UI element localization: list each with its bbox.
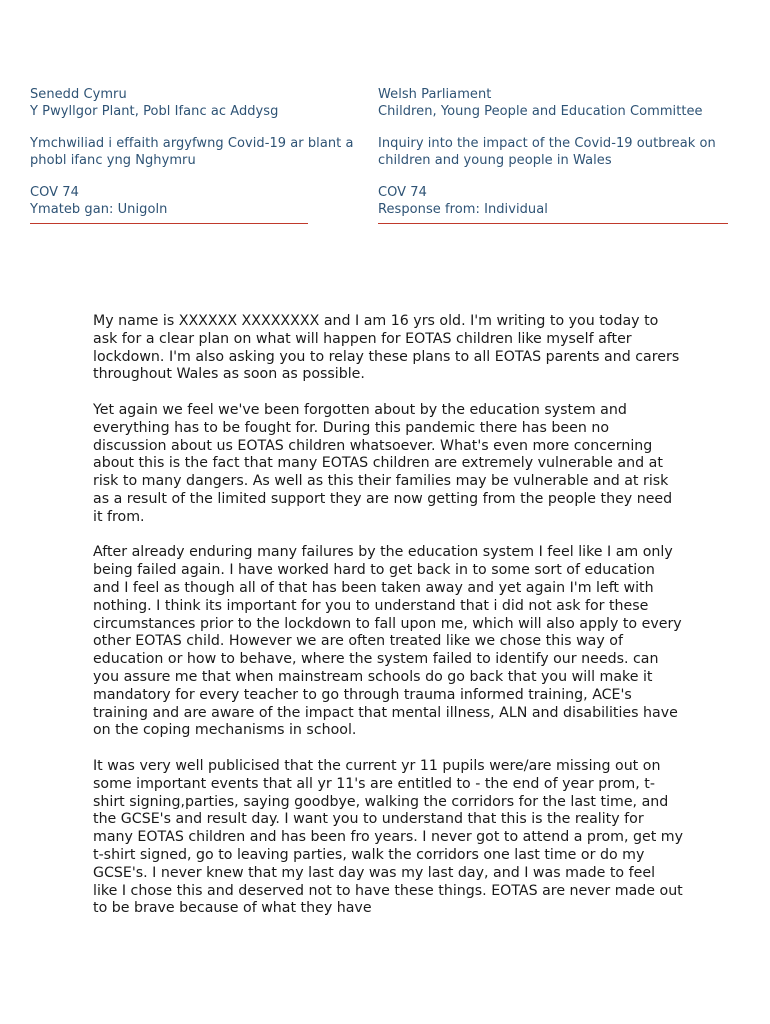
english-ref: COV 74 bbox=[378, 185, 427, 200]
welsh-ref: COV 74 bbox=[30, 185, 79, 200]
welsh-committee-name: Y Pwyllgor Plant, Pobl Ifanc ac Addysg bbox=[30, 103, 279, 119]
welsh-response-from: Ymateb gan: Unigoln bbox=[30, 201, 168, 217]
welsh-inquiry-title: Ymchwiliad i effaith argyfwng Covid-19 ar blant a phobl ifanc yng Nghymru bbox=[30, 136, 354, 168]
welsh-org-block bbox=[30, 87, 375, 120]
english-ref-block bbox=[378, 185, 758, 224]
english-inquiry-title: Inquiry into the impact of the Covid-19 outbreak on children and young people in Wales bbox=[378, 136, 716, 168]
english-committee-name: Children, Young People and Education Committee bbox=[378, 103, 703, 119]
english-divider-rule bbox=[378, 223, 728, 224]
letter-paragraph-4: It was very well publicised that the current yr 11 pupils were/are missing out on some important events that all yr 11's are entitled to - the end of year prom, t-shirt signing,parties, saying goodbye, walking the corridors for the last time, and the GCSE's and result day. I want you to understand that this is the reality for many EOTAS children and has been fro years. I never got to attend a prom, get my t-shirt signed, go to leaving parties, walk the corridors one last time or do my GCSE's. I never knew that my last day was my last day, and I was made to feel like I chose this and deserved not to have these things. EOTAS are never made out to be brave because of what they have bbox=[93, 757, 684, 917]
welsh-divider-rule bbox=[30, 223, 308, 224]
letter-paragraph-1: My name is XXXXXX XXXXXXXX and I am 16 yrs old. I'm writing to you today to ask for a clear plan on what will happen for EOTAS children like myself after lockdown. I'm also asking you to relay these plans to all EOTAS parents and carers throughout Wales as soon as possible. bbox=[93, 313, 680, 383]
english-response-from: Response from: Individual bbox=[378, 201, 548, 217]
header-english bbox=[378, 87, 758, 240]
header-welsh bbox=[30, 87, 375, 240]
english-inquiry-block bbox=[378, 136, 758, 169]
welsh-ref-block bbox=[30, 185, 375, 224]
welsh-org-name: Senedd Cymru bbox=[30, 87, 127, 102]
letter-paragraph-3: After already enduring many failures by the education system I feel like I am only being failed again. I have worked hard to get back in to some sort of education and I feel as though all of that has been taken away and yet again I'm left with nothing. I think its important for you to understand that i did not ask for these circumstances prior to the lockdown to fall upon me, which will also apply to every other EOTAS child. However we are often treated like we chose this way of education or how to behave, where the system failed to identify our needs. can you assure me that when mainstream schools do go back that you will make it mandatory for every teacher to go through trauma informed training, ACE's training and are aware of the impact that mental illness, ALN and disabilities have on the coping mechanisms in school. bbox=[93, 544, 682, 739]
letter-paragraph-2: Yet again we feel we've been forgotten about by the education system and everything has to be fought for. During this pandemic there has been no discussion about us EOTAS children whatsoever. What's even more concerning about this is the fact that many EOTAS children are extremely vulnerable and at risk to many dangers. As well as this their families may be vulnerable and at risk as a result of the limited support they are now getting from the people they need it from. bbox=[93, 401, 673, 525]
english-org-name: Welsh Parliament bbox=[378, 87, 492, 102]
letter-body bbox=[93, 313, 683, 936]
welsh-inquiry-block bbox=[30, 136, 375, 169]
english-org-block bbox=[378, 87, 758, 120]
